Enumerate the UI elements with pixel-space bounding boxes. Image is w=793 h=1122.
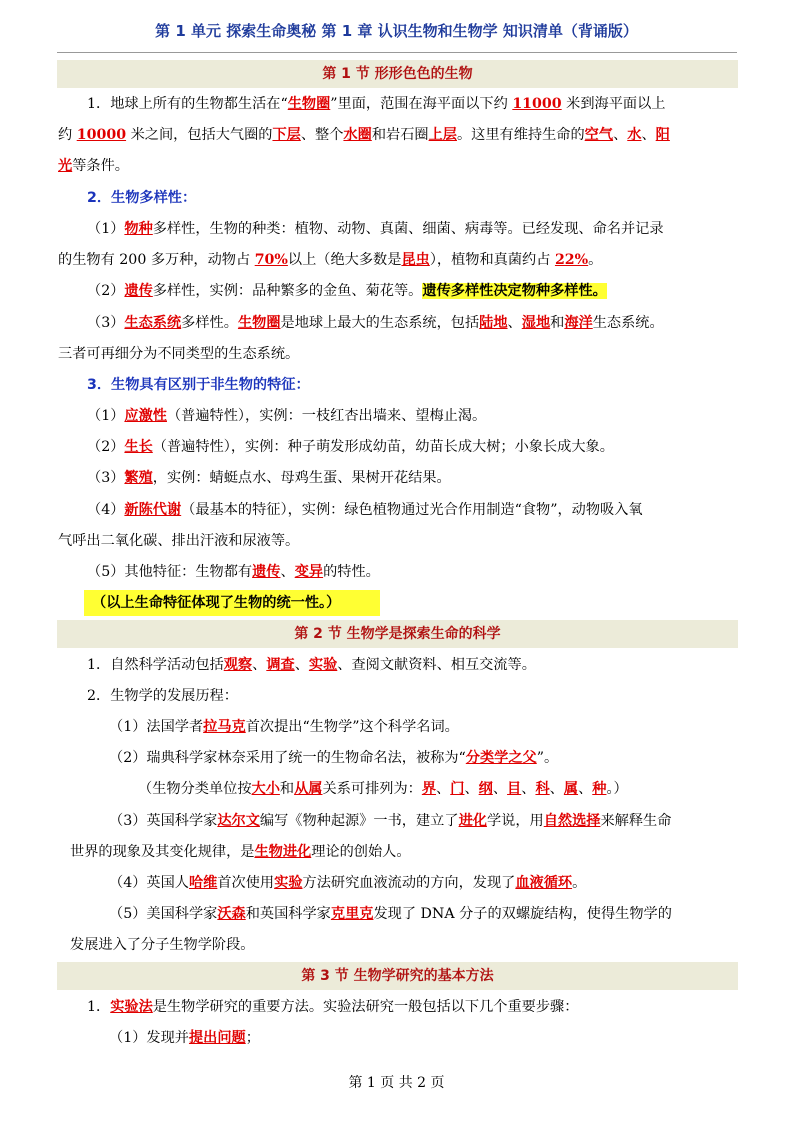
s2-paragraph-1: 1．自然科学活动包括观察、调查、实验、查阅文献资料、相互交流等。	[87, 657, 536, 673]
history-3-line-1: （3）英国科学家达尔文编写《物种起源》一书，建立了进化学说，用自然选择来解释生命	[109, 813, 672, 829]
history-5-line-2: 发展进入了分子生物学阶段。	[70, 937, 255, 953]
paragraph-3: （2）遗传多样性，实例：品种繁多的金鱼、菊花等。遗传多样性决定物种多样性。	[87, 283, 607, 299]
paragraph-4-line-1: （3）生态系统多样性。生物圈是地球上最大的生态系统，包括陆地、湿地和海洋生态系统。	[87, 315, 664, 331]
s3-paragraph-1: 1．实验法是生物学研究的重要方法。实验法研究一般包括以下几个重要步骤：	[87, 999, 579, 1015]
paragraph-1-line-2: 约 10000 米之间，包括大气圈的下层、整个水圈和岩石圈上层。这里有维持生命的空气、水、阳	[58, 127, 670, 143]
s2-paragraph-2: 2．生物学的发展历程：	[87, 688, 238, 704]
feature-3: （3）繁殖，实例：蜻蜓点水、母鸡生蛋、果树开花结果。	[87, 470, 451, 486]
document-title: 第 1 单元 探索生命奥秘 第 1 章 认识生物和生物学 知识清单（背诵版）	[155, 22, 638, 40]
paragraph-4-line-2: 三者可再细分为不同类型的生态系统。	[58, 346, 300, 362]
feature-4-line-2: 气呼出二氧化碳、排出汗液和尿液等。	[58, 533, 300, 549]
history-5-line-1: （5）美国科学家沃森和英国科学家克里克发现了 DNA 分子的双螺旋结构，使得生物学的	[109, 906, 672, 922]
section-heading-2: 第 2 节 生物学是探索生命的科学	[57, 620, 738, 648]
paragraph-2-line-1: （1）物种多样性，生物的种类：植物、动物、真菌、细菌、病毒等。已经发现、命名并记录	[87, 221, 664, 237]
unity-note: （以上生命特征体现了生物的统一性。）	[92, 595, 341, 611]
feature-5: （5）其他特征：生物都有遗传、变异的特性。	[87, 564, 380, 580]
page-footer: 第 1 页 共 2 页	[348, 1075, 445, 1091]
section-heading-3: 第 3 节 生物学研究的基本方法	[57, 962, 738, 990]
s3-step-1: （1）发现并提出问题；	[109, 1030, 260, 1046]
paragraph-2-line-2: 的生物有 200 多万种，动物占 70%以上（绝大多数是昆虫），植物和真菌约占 22%。	[58, 252, 603, 268]
history-4: （4）英国人哈维首次使用实验方法研究血液流动的方向，发现了血液循环。	[109, 875, 587, 891]
feature-4-line-1: （4）新陈代谢（最基本的特征），实例：绿色植物通过光合作用制造“食物”，动物吸入氧	[87, 502, 643, 518]
history-2: （2）瑞典科学家林奈采用了统一的生物命名法，被称为“分类学之父”。	[109, 750, 559, 766]
history-1: （1）法国学者拉马克首次提出“生物学”这个科学名词。	[109, 719, 459, 735]
section-heading-1: 第 1 节 形形色色的生物	[57, 60, 738, 88]
history-3-line-2: 世界的现象及其变化规律，是生物进化理论的创始人。	[70, 844, 411, 860]
paragraph-1-line-3: 光等条件。	[58, 158, 129, 174]
taxonomy-ranks: （生物分类单位按大小和从属关系可排列为：界、门、纲、目、科、属、种。）	[138, 781, 628, 797]
paragraph-1-line-1: 1．地球上所有的生物都生活在“生物圈”里面，范围在海平面以下约 11000 米到海平面以上	[87, 96, 666, 112]
title-divider	[57, 52, 737, 53]
feature-2: （2）生长（普遍特性），实例：种子萌发形成幼苗，幼苗长成大树；小象长成大象。	[87, 439, 614, 455]
heading-life-features: 3．生物具有区别于非生物的特征：	[87, 377, 310, 393]
heading-biodiversity: 2．生物多样性：	[87, 190, 197, 206]
feature-1: （1）应激性（普遍特性），实例：一枝红杏出墙来、望梅止渴。	[87, 408, 487, 424]
